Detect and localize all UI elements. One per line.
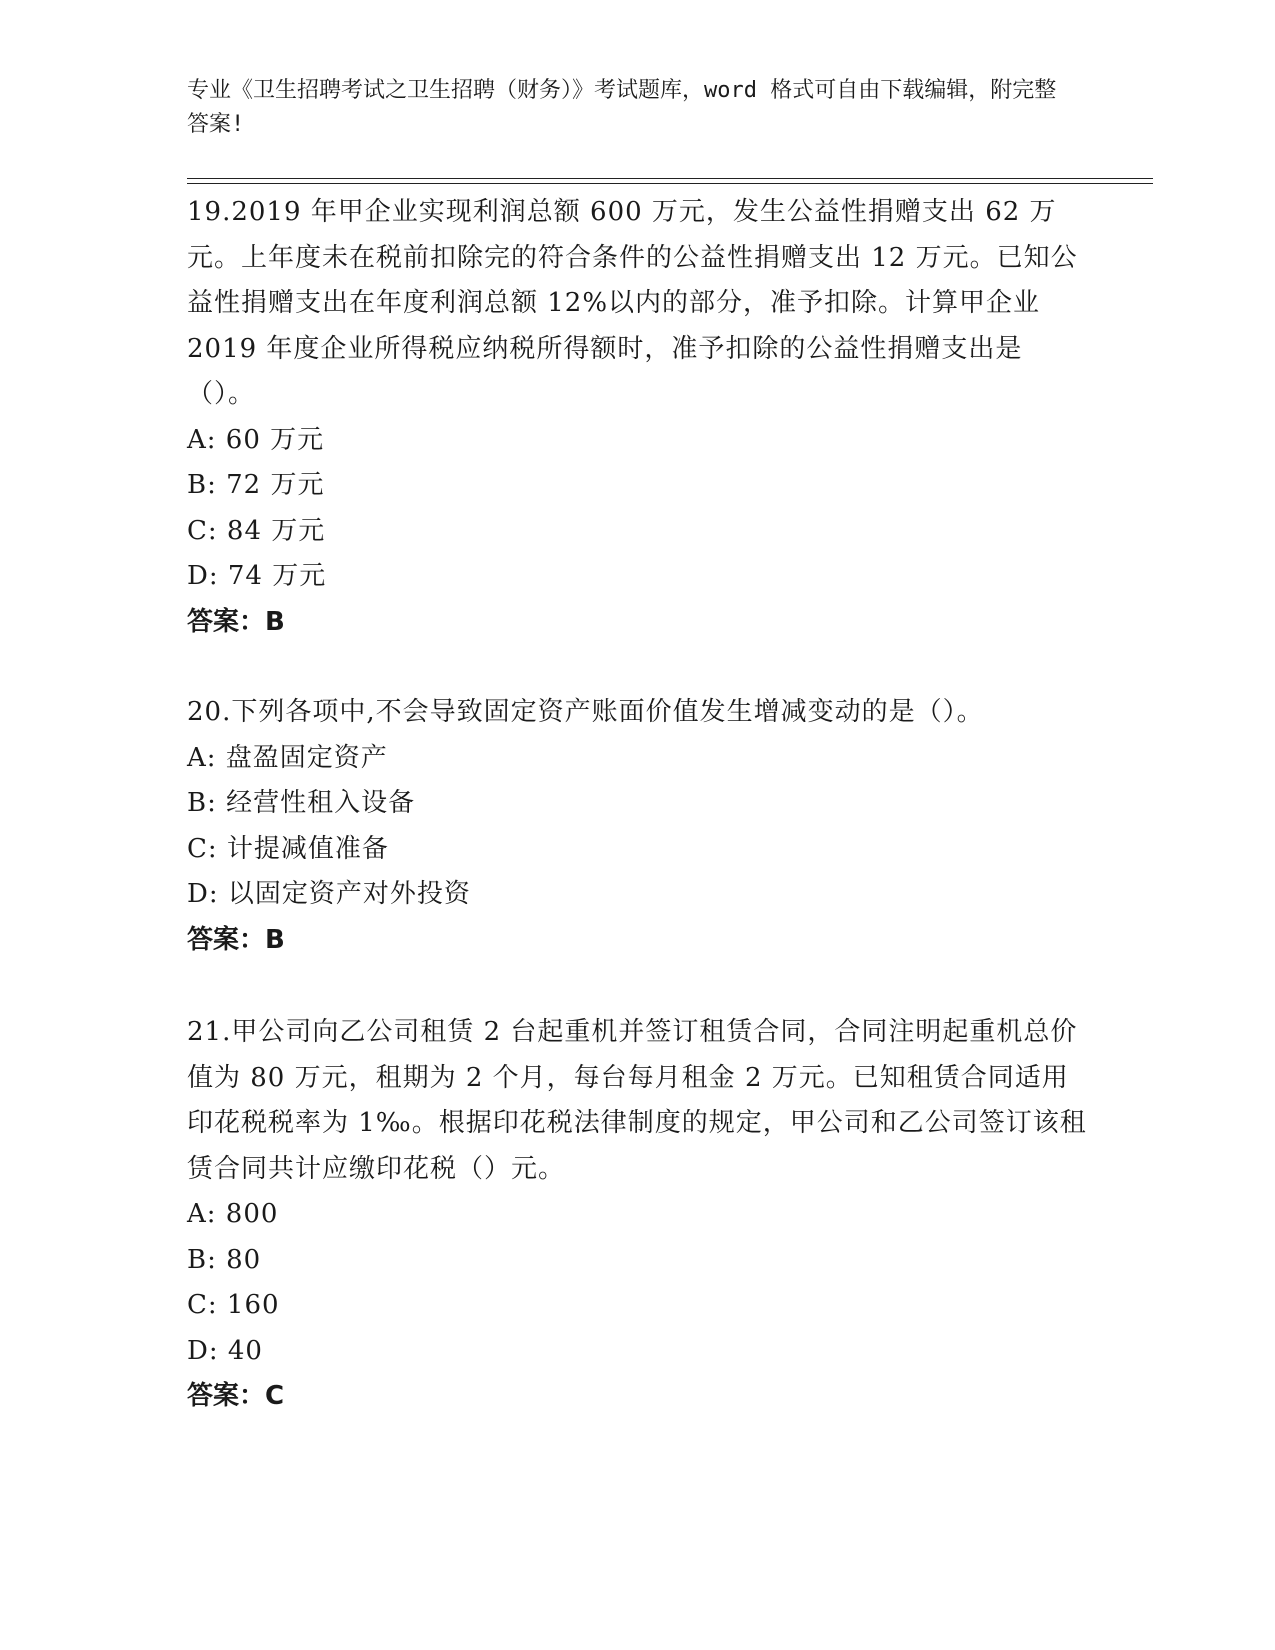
option-c: C: 84 万元 bbox=[187, 515, 326, 546]
answer-label: 答案：C bbox=[187, 1381, 285, 1411]
option-d: D: 74 万元 bbox=[187, 561, 327, 591]
option-b: B: 72 万元 bbox=[187, 470, 325, 500]
option-b: B: 经营性租入设备 bbox=[187, 788, 416, 818]
header-divider-bottom bbox=[187, 183, 1153, 184]
question-stem: 19.2019 年甲企业实现利润总额 600 万元，发生公益性捐赠支出 62 万元。上年度未在税前扣除完的符合条件的公益性捐赠支出 12 万元。已知公益性捐赠支出在年度利润总额 12%以内的部分，准予扣除。计算甲企业 2019 年度企业所得税应纳税所得额时，准予扣除的公益性捐赠支出是（）。 bbox=[187, 197, 1078, 409]
question-stem: 21.甲公司向乙公司租赁 2 台起重机并签订租赁合同，合同注明起重机总价值为 80 万元，租期为 2 个月，每台每月租金 2 万元。已知租赁合同适用印花税税率为 1‰。根据印花税法律制度的规定，甲公司和乙公司签订该租赁合同共计应缴印花税（）元。 bbox=[187, 1017, 1087, 1184]
option-b: B: 80 bbox=[187, 1244, 262, 1275]
header-divider-top bbox=[187, 178, 1153, 179]
question-20 bbox=[187, 690, 1087, 963]
document-header: 专业《卫生招聘考试之卫生招聘（财务）》考试题库，word 格式可自由下载编辑，附完整答案! bbox=[187, 78, 1057, 137]
option-a: A: 60 万元 bbox=[187, 424, 325, 455]
question-stem: 20.下列各项中,不会导致固定资产账面价值发生增减变动的是（）。 bbox=[187, 697, 984, 727]
option-a: A: 800 bbox=[187, 1199, 279, 1229]
option-c: C: 160 bbox=[187, 1290, 280, 1320]
option-d: D: 以固定资产对外投资 bbox=[187, 879, 471, 909]
option-d: D: 40 bbox=[187, 1335, 263, 1366]
answer-label: 答案：B bbox=[187, 606, 285, 637]
answer-label: 答案：B bbox=[187, 924, 285, 955]
option-c: C: 计提减值准备 bbox=[187, 833, 389, 864]
question-19 bbox=[187, 190, 1087, 645]
option-a: A: 盘盈固定资产 bbox=[187, 742, 388, 773]
question-21 bbox=[187, 1010, 1087, 1420]
